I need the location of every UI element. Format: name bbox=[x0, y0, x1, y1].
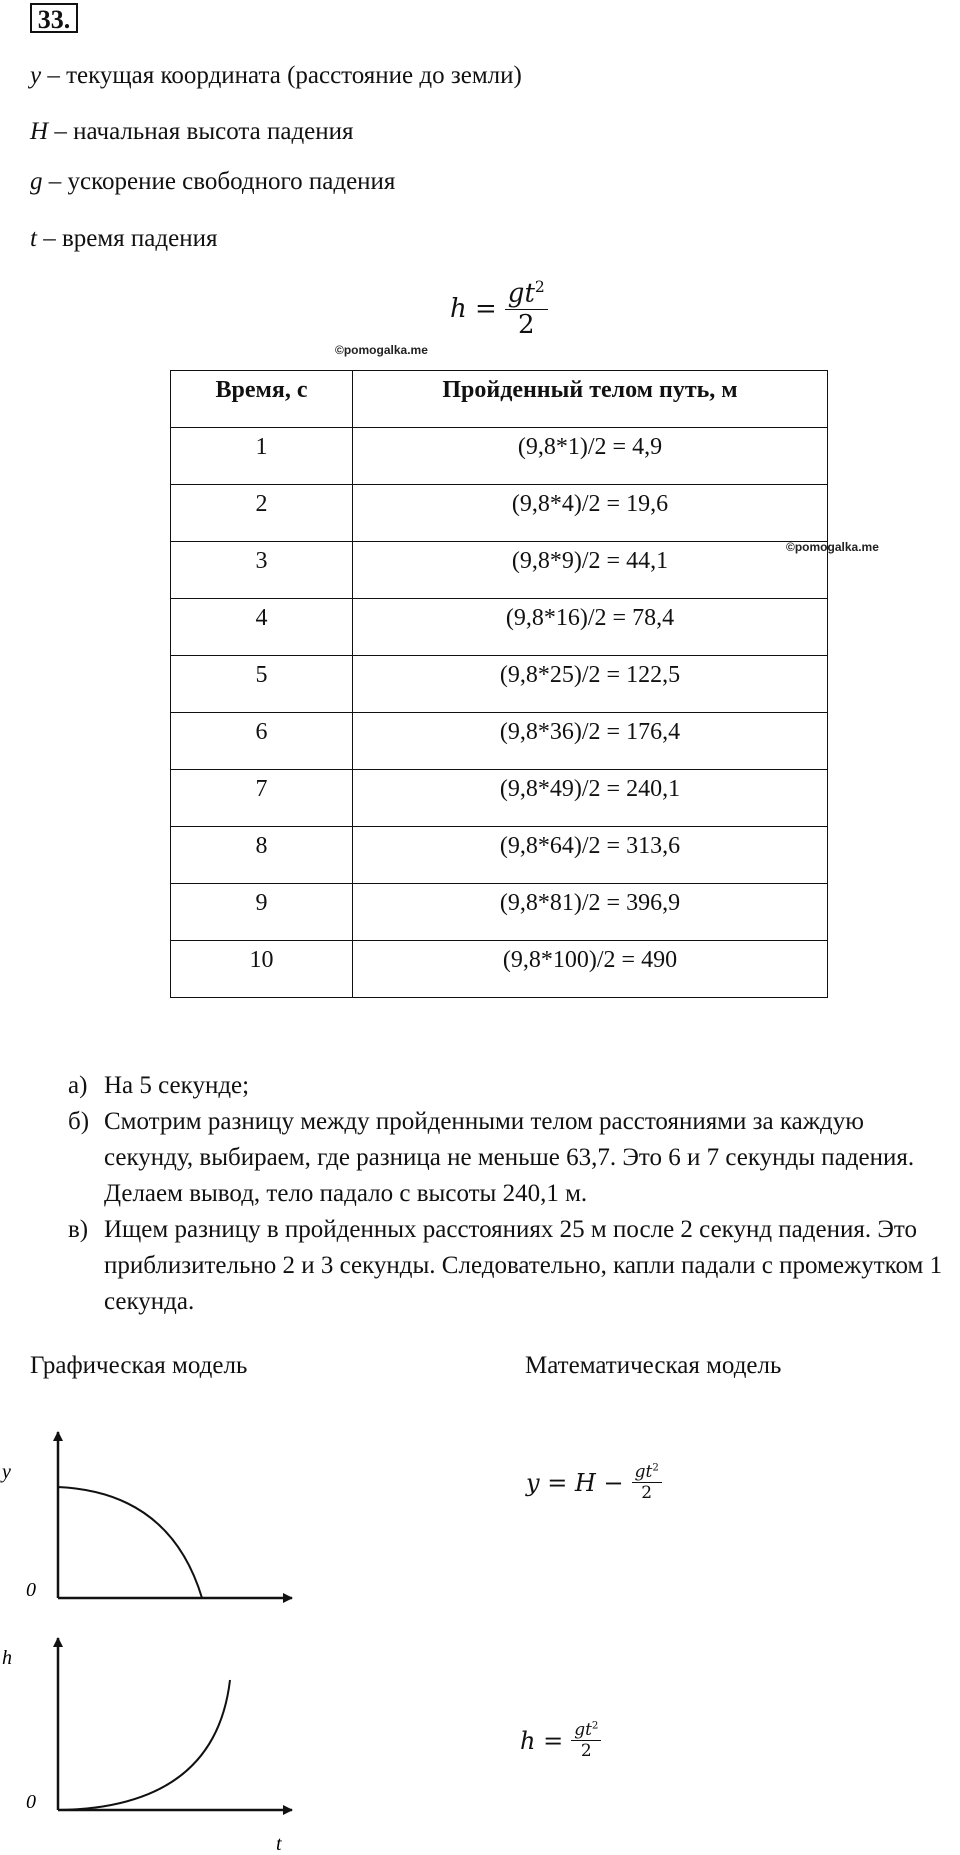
definition-text: – начальная высота падения bbox=[48, 118, 354, 145]
formula-y-denominator: 2 bbox=[641, 1483, 653, 1503]
fall-distance-table bbox=[170, 370, 828, 998]
distance-cell: (9,8*16)/2 = 78,4 bbox=[353, 599, 828, 656]
table-row bbox=[171, 656, 828, 713]
formula-h-numerator bbox=[571, 1720, 601, 1741]
distance-cell: (9,8*100)/2 = 490 bbox=[353, 941, 828, 998]
table-row bbox=[171, 941, 828, 998]
increasing-curve bbox=[58, 1680, 230, 1810]
distance-cell: (9,8*4)/2 = 19,6 bbox=[353, 485, 828, 542]
graph-y-vs-t bbox=[0, 1420, 310, 1630]
definition-t bbox=[30, 225, 217, 253]
distance-cell: (9,8*81)/2 = 396,9 bbox=[353, 884, 828, 941]
definition-var: y bbox=[30, 62, 42, 89]
answer-text: Ищем разницу в пройденных расстояниях 25 м после 2 секунд падения. Это приблизительно 2 и 3 секунды. Следовательно, капли падали с промежутком 1 секунда. bbox=[104, 1216, 943, 1315]
time-cell: 4 bbox=[171, 599, 353, 656]
graph1-y-label: y bbox=[2, 1461, 11, 1483]
distance-cell: (9,8*64)/2 = 313,6 bbox=[353, 827, 828, 884]
formula-y bbox=[526, 1462, 662, 1503]
time-cell: 3 bbox=[171, 542, 353, 599]
time-cell: 8 bbox=[171, 827, 353, 884]
table-row bbox=[171, 827, 828, 884]
table-header-row bbox=[171, 371, 828, 428]
header-distance: Пройденный телом путь, м bbox=[353, 371, 828, 428]
formula-h-fraction bbox=[571, 1720, 601, 1761]
decreasing-curve bbox=[58, 1487, 202, 1598]
time-cell: 7 bbox=[171, 770, 353, 827]
definition-H bbox=[30, 118, 354, 146]
definition-g bbox=[30, 168, 395, 196]
table-row bbox=[171, 884, 828, 941]
graph2-origin-label: 0 bbox=[26, 1791, 36, 1813]
list-item bbox=[68, 1068, 958, 1104]
table-row bbox=[171, 428, 828, 485]
definition-y bbox=[30, 62, 522, 90]
formula-y-lhs: y = H − bbox=[526, 1468, 624, 1497]
formula-numerator bbox=[505, 278, 548, 310]
math-model-label: Математическая модель bbox=[525, 1352, 782, 1379]
definition-text: – текущая координата (расстояние до земли) bbox=[41, 62, 522, 89]
watermark: ©pomogalka.me bbox=[786, 540, 879, 554]
table-row bbox=[171, 770, 828, 827]
formula-lhs: h = bbox=[450, 293, 497, 324]
table-row bbox=[171, 485, 828, 542]
formula-y-exponent: 2 bbox=[652, 1462, 659, 1474]
formula-h-lhs: h = bbox=[520, 1726, 564, 1755]
formula-exponent: 2 bbox=[534, 278, 545, 296]
table-row bbox=[171, 713, 828, 770]
graph1-origin-label: 0 bbox=[26, 1579, 36, 1601]
time-cell: 5 bbox=[171, 656, 353, 713]
definition-var: H bbox=[30, 118, 49, 145]
answers-list bbox=[68, 1068, 958, 1320]
watermark: ©pomogalka.me bbox=[335, 343, 428, 357]
definition-text: – ускорение свободного падения bbox=[42, 168, 396, 195]
definition-text: – время падения bbox=[36, 225, 218, 252]
formula-y-num-text: gt bbox=[634, 1462, 653, 1482]
time-cell: 9 bbox=[171, 884, 353, 941]
answer-marker: б) bbox=[68, 1108, 90, 1135]
formula-denominator: 2 bbox=[518, 309, 535, 340]
answer-marker: в) bbox=[68, 1216, 89, 1243]
answer-marker: а) bbox=[68, 1072, 88, 1099]
formula-fraction bbox=[505, 278, 548, 340]
graph2-y-label: h bbox=[2, 1647, 12, 1669]
distance-cell: (9,8*49)/2 = 240,1 bbox=[353, 770, 828, 827]
time-cell: 2 bbox=[171, 485, 353, 542]
definition-var: g bbox=[30, 168, 43, 195]
formula-y-fraction bbox=[632, 1462, 662, 1503]
distance-cell: (9,8*1)/2 = 4,9 bbox=[353, 428, 828, 485]
distance-cell: (9,8*36)/2 = 176,4 bbox=[353, 713, 828, 770]
time-cell: 10 bbox=[171, 941, 353, 998]
graph2-x-label: t bbox=[276, 1833, 282, 1855]
formula-h-denominator: 2 bbox=[580, 1741, 592, 1761]
formula-num-text: gt bbox=[507, 278, 535, 309]
time-cell: 1 bbox=[171, 428, 353, 485]
definition-var: t bbox=[30, 225, 37, 252]
answer-text: Смотрим разницу между пройденными телом расстояниями за каждую секунду, выбираем, где разница не меньше 63,7. Это 6 и 7 секунды падения. Делаем вывод, тело падало с высоты 240,1 м. bbox=[104, 1108, 915, 1207]
distance-cell: (9,8*9)/2 = 44,1 bbox=[353, 542, 828, 599]
formula-h-num-text: gt bbox=[574, 1720, 592, 1740]
formula-h bbox=[520, 1720, 601, 1761]
formula-h-exponent: 2 bbox=[591, 1720, 599, 1732]
table-row bbox=[171, 542, 828, 599]
list-item bbox=[68, 1104, 958, 1212]
list-item bbox=[68, 1212, 958, 1320]
formula-y-numerator bbox=[632, 1462, 662, 1483]
header-time: Время, с bbox=[171, 371, 353, 428]
time-cell: 6 bbox=[171, 713, 353, 770]
graphic-model-label: Графическая модель bbox=[30, 1352, 248, 1379]
distance-cell: (9,8*25)/2 = 122,5 bbox=[353, 656, 828, 713]
table-row bbox=[171, 599, 828, 656]
graph-h-vs-t bbox=[0, 1628, 310, 1855]
task-number: 33. bbox=[30, 3, 78, 33]
formula-main bbox=[450, 278, 548, 340]
answer-text: На 5 секунде; bbox=[104, 1072, 250, 1099]
